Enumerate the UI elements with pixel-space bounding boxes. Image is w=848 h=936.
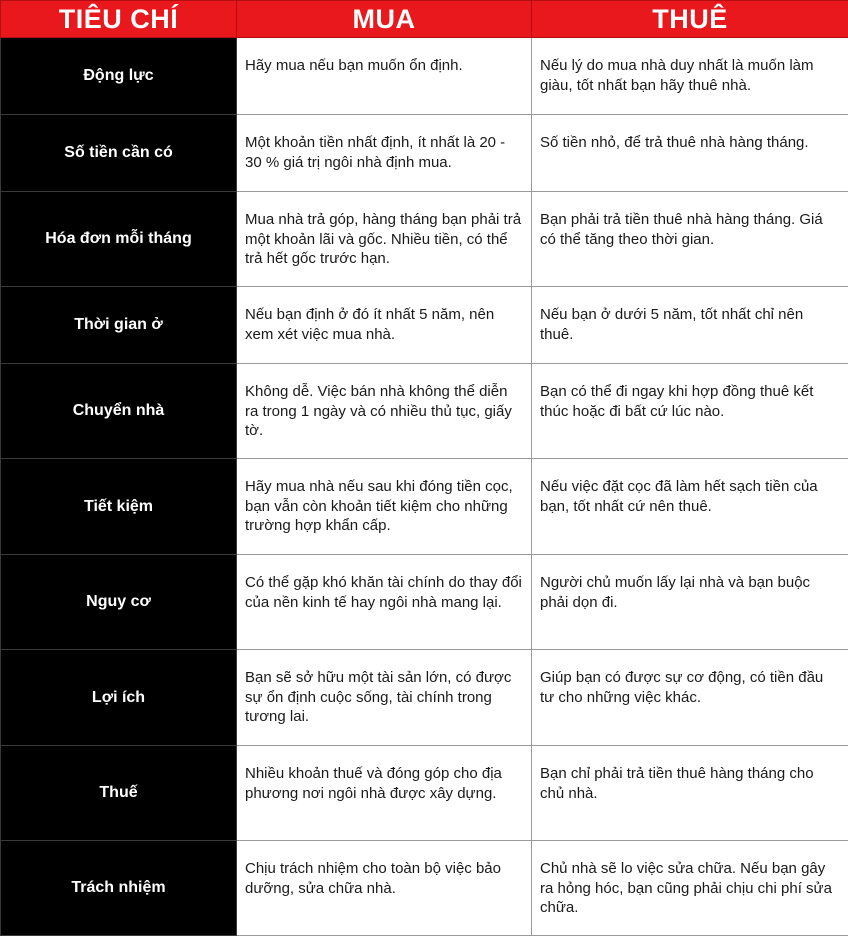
rent-cell: Bạn phải trả tiền thuê nhà hàng tháng. Giá có thể tăng theo thời gian. <box>532 192 848 287</box>
header-criteria: TIÊU CHÍ <box>1 1 237 38</box>
rent-cell: Nếu bạn ở dưới 5 năm, tốt nhất chỉ nên thuê. <box>532 287 848 364</box>
buy-cell: Bạn sẽ sở hữu một tài sản lớn, có được sự ổn định cuộc sống, tài chính trong tương lai. <box>237 650 532 746</box>
buy-cell: Hãy mua nếu bạn muốn ổn định. <box>237 38 532 115</box>
buy-cell: Nhiều khoản thuế và đóng góp cho địa phương nơi ngôi nhà được xây dựng. <box>237 746 532 841</box>
buy-cell: Mua nhà trả góp, hàng tháng bạn phải trả một khoản lãi và gốc. Nhiều tiền, có thể trả hết gốc trước hạn. <box>237 192 532 287</box>
header-row <box>1 1 848 38</box>
rent-cell: Người chủ muốn lấy lại nhà và bạn buộc phải dọn đi. <box>532 555 848 650</box>
criteria-cell: Số tiền cần có <box>1 115 237 192</box>
rent-cell: Chủ nhà sẽ lo việc sửa chữa. Nếu bạn gây ra hỏng hóc, bạn cũng phải chịu chi phí sửa chữa. <box>532 841 848 936</box>
table-row <box>1 192 848 287</box>
criteria-cell: Chuyển nhà <box>1 364 237 459</box>
criteria-cell: Hóa đơn mỗi tháng <box>1 192 237 287</box>
header-rent: THUÊ <box>532 1 848 38</box>
criteria-cell: Nguy cơ <box>1 555 237 650</box>
rent-cell: Nếu lý do mua nhà duy nhất là muốn làm giàu, tốt nhất bạn hãy thuê nhà. <box>532 38 848 115</box>
criteria-cell: Trách nhiệm <box>1 841 237 936</box>
buy-cell: Một khoản tiền nhất định, ít nhất là 20 - 30 % giá trị ngôi nhà định mua. <box>237 115 532 192</box>
rent-cell: Bạn chỉ phải trả tiền thuê hàng tháng cho chủ nhà. <box>532 746 848 841</box>
criteria-cell: Thuế <box>1 746 237 841</box>
buy-cell: Nếu bạn định ở đó ít nhất 5 năm, nên xem xét việc mua nhà. <box>237 287 532 364</box>
table-row <box>1 115 848 192</box>
buy-cell: Hãy mua nhà nếu sau khi đóng tiền cọc, bạn vẫn còn khoản tiết kiệm cho những trường hợp khẩn cấp. <box>237 459 532 555</box>
table-row <box>1 459 848 555</box>
table-row <box>1 555 848 650</box>
rent-cell: Số tiền nhỏ, để trả thuê nhà hàng tháng. <box>532 115 848 192</box>
rent-cell: Giúp bạn có được sự cơ động, có tiền đầu tư cho những việc khác. <box>532 650 848 746</box>
rent-cell: Bạn có thể đi ngay khi hợp đồng thuê kết thúc hoặc đi bất cứ lúc nào. <box>532 364 848 459</box>
criteria-cell: Tiết kiệm <box>1 459 237 555</box>
table-row <box>1 650 848 746</box>
table-row <box>1 364 848 459</box>
table-row <box>1 38 848 115</box>
buy-cell: Có thể gặp khó khăn tài chính do thay đổi của nền kinh tế hay ngôi nhà mang lại. <box>237 555 532 650</box>
table-row <box>1 841 848 936</box>
criteria-cell: Thời gian ở <box>1 287 237 364</box>
criteria-cell: Động lực <box>1 38 237 115</box>
criteria-cell: Lợi ích <box>1 650 237 746</box>
header-buy: MUA <box>237 1 532 38</box>
table-row <box>1 287 848 364</box>
rent-cell: Nếu việc đặt cọc đã làm hết sạch tiền của bạn, tốt nhất cứ nên thuê. <box>532 459 848 555</box>
buy-cell: Chịu trách nhiệm cho toàn bộ việc bảo dưỡng, sửa chữa nhà. <box>237 841 532 936</box>
buy-cell: Không dễ. Việc bán nhà không thể diễn ra trong 1 ngày và có nhiều thủ tục, giấy tờ. <box>237 364 532 459</box>
table-row <box>1 746 848 841</box>
